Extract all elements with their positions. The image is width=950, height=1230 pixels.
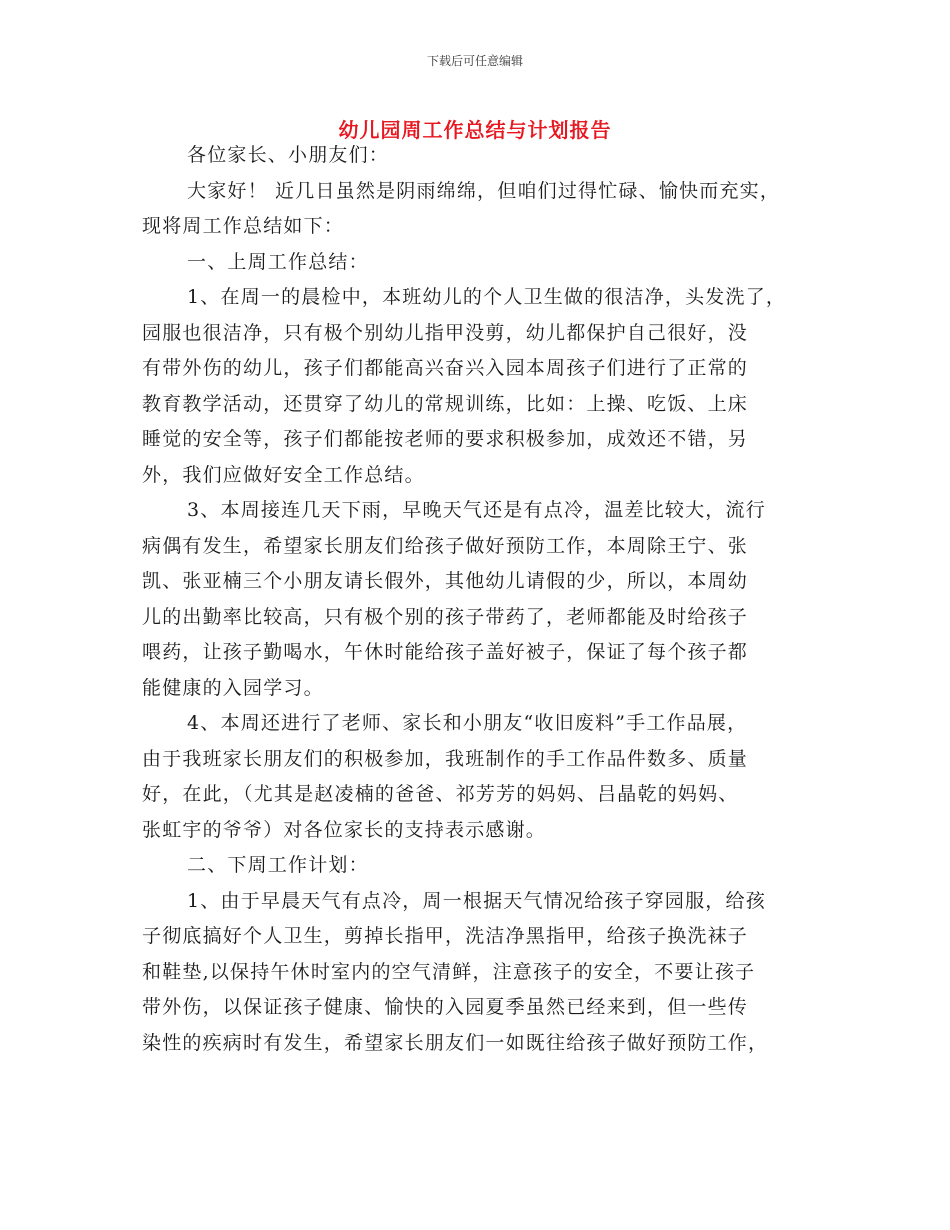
paragraph-line: 好，在此，（尤其是赵凌楠的爸爸、祁芳芳的妈妈、吕晶乾的妈妈、 — [142, 783, 739, 805]
paragraph-line: 喂药，让孩子勤喝水，午休时能给孩子盖好被子，保证了每个孩子都 — [142, 641, 749, 663]
paragraph-line: 由于我班家长朋友们的积极参加，我班制作的手工作品件数多、质量 — [142, 747, 749, 770]
intro-line-cont: 现将周工作总结如下： — [142, 215, 345, 237]
intro-line: 大家好！ 近几日虽然是阴雨绵绵，但咱们过得忙碌、愉快而充实， — [187, 179, 781, 202]
greeting-line: 各位家长、小朋友们： — [187, 144, 390, 166]
paragraph-line: 有带外伤的幼儿，孩子们都能高兴奋兴入园本周孩子们进行了正常的 — [142, 357, 749, 379]
paragraph-line: 染性的疾病时有发生，希望家长朋友们一如既往给孩子做好预防工作， — [142, 1031, 769, 1054]
paragraph-line: 子彻底搞好个人卫生，剪掉长指甲，洗洁净黑指甲，给孩子换洗袜子 — [142, 925, 749, 947]
section-heading-plan: 二、下周工作计划： — [187, 854, 369, 876]
paragraph-line: 带外伤，以保证孩子健康、愉快的入园夏季虽然已经来到，但一些传 — [142, 996, 749, 1018]
paragraph-line: 3、本周接连几天下雨，早晚天气还是有点冷，温差比较大，流行 — [187, 499, 766, 521]
section-heading-summary: 一、上周工作总结： — [187, 250, 369, 273]
paragraph-line: 和鞋垫,以保持午休时室内的空气清鲜，注意孩子的安全，不要让孩子 — [142, 960, 756, 983]
paragraph-line: 园服也很洁净，只有极个别幼儿指甲没剪，幼儿都保护自己很好，没 — [142, 321, 749, 344]
page-header-note: 下载后可任意编辑 — [426, 54, 523, 68]
document-title: 幼儿园周工作总结与计划报告 — [338, 118, 612, 142]
paragraph-line: 张虹宇的爷爷）对各位家长的支持表示感谢。 — [142, 818, 547, 841]
paragraph-line: 1、在周一的晨检中，本班幼儿的个人卫生做的很洁净，头发洗了， — [187, 286, 787, 308]
paragraph-line: 1、由于早晨天气有点冷，周一根据天气情况给孩子穿园服，给孩 — [187, 889, 766, 912]
paragraph-line: 外，我们应做好安全工作总结。 — [142, 463, 425, 486]
paragraph-line: 4、本周还进行了老师、家长和小朋友“收旧废料”手工作品展， — [187, 712, 748, 734]
paragraph-line: 病偶有发生，希望家长朋友们给孩子做好预防工作，本周除王宁、张 — [142, 534, 749, 557]
paragraph-line: 凯、张亚楠三个小朋友请长假外，其他幼儿请假的少，所以，本周幼 — [142, 570, 749, 592]
paragraph-line: 儿的出勤率比较高，只有极个别的孩子带药了，老师都能及时给孩子 — [142, 605, 749, 628]
document-body — [142, 138, 822, 1061]
paragraph-line: 睡觉的安全等，孩子们都能按老师的要求积极参加，成效还不错，另 — [142, 428, 749, 450]
paragraph-line: 能健康的入园学习。 — [142, 676, 324, 699]
paragraph-line: 教育教学活动，还贯穿了幼儿的常规训练，比如：上操、吃饭、上床 — [142, 392, 749, 415]
